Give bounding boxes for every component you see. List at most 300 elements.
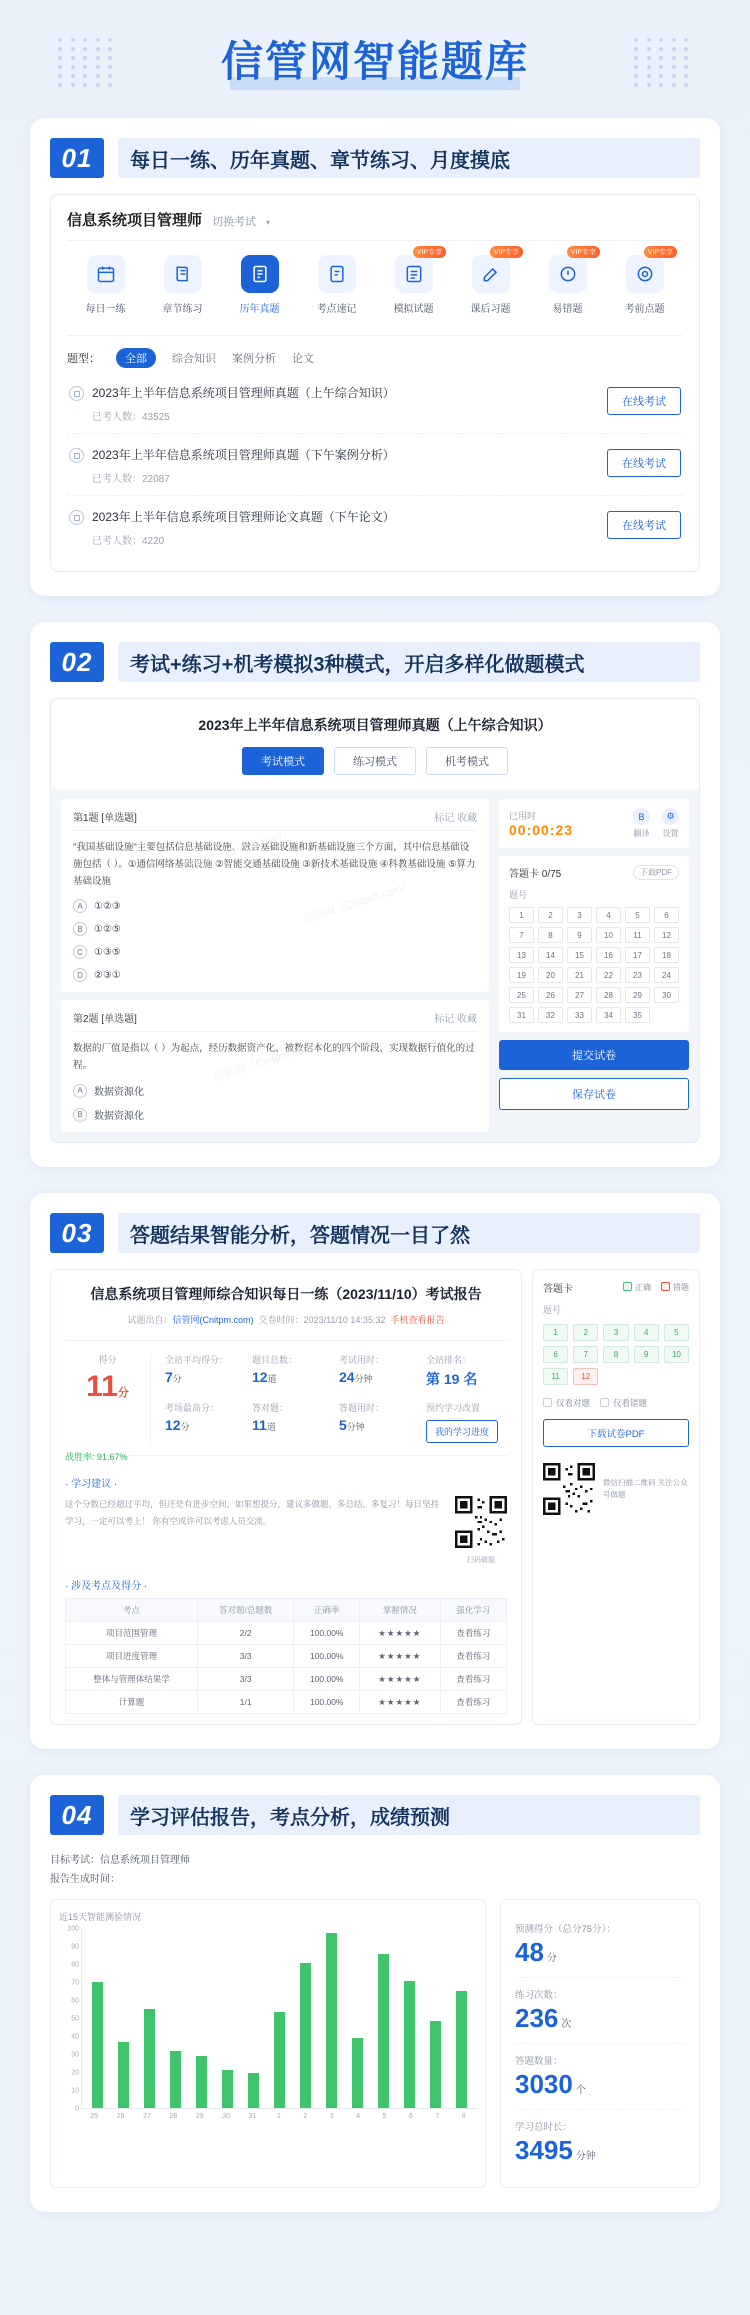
- section-01-card: [30, 118, 720, 596]
- nav-item-daily[interactable]: [67, 255, 144, 315]
- question-number-cell[interactable]: 3: [567, 907, 592, 923]
- answer-cell[interactable]: 2: [573, 1324, 598, 1341]
- watermark: 信管网（Cnitpm.com）: [182, 826, 295, 874]
- filter-comprehensive[interactable]: 综合知识: [172, 353, 216, 365]
- th-rate: 正确率: [294, 1599, 360, 1622]
- cell-rate: 100.00%: [294, 1645, 360, 1668]
- timer: [509, 809, 573, 838]
- question-number-cell[interactable]: 19: [509, 967, 534, 983]
- chart-bar: [118, 2042, 129, 2109]
- option-d[interactable]: [73, 968, 477, 982]
- question-number-cell[interactable]: 6: [654, 907, 679, 923]
- timer-label: 已用时: [509, 811, 537, 821]
- section-02-title-bar: [118, 642, 700, 682]
- nav-label: 章节练习: [162, 304, 203, 315]
- y-tick-label: 40: [71, 2033, 79, 2041]
- option-text: 数据资源化: [94, 1087, 144, 1099]
- settings-button[interactable]: [662, 808, 679, 839]
- report-meta: [65, 1313, 507, 1326]
- question-number-cell[interactable]: 13: [509, 947, 534, 963]
- question-number-cell[interactable]: 14: [538, 947, 563, 963]
- advice-block: [65, 1496, 507, 1565]
- option-text: ①②③: [94, 900, 121, 912]
- list-item[interactable]: [67, 496, 683, 557]
- question-number-cell[interactable]: 16: [596, 947, 621, 963]
- kpi-unit: 个: [575, 2085, 586, 2097]
- radio-icon[interactable]: B: [73, 922, 87, 936]
- paper-meta: 已考人数：22087: [92, 474, 170, 485]
- nav-label: 课后习题: [470, 304, 511, 315]
- note-icon: [318, 255, 356, 293]
- wechat-qr-icon: [543, 1463, 595, 1515]
- timer-tools: [633, 808, 679, 839]
- section-04-title-bar: [118, 1795, 700, 1835]
- cell-point: 项目进度管理: [66, 1645, 198, 1668]
- answer-sheet-title: 答题卡 0/75: [509, 869, 562, 880]
- kpi-unit: 分: [546, 1953, 557, 1965]
- submit-paper-button[interactable]: 提交试卷: [499, 1040, 689, 1070]
- question-number-cell[interactable]: 29: [625, 987, 650, 1003]
- x-tick-label: 5: [382, 2113, 387, 2121]
- score-label: 得分: [98, 1355, 117, 1366]
- stat-answer-time: [333, 1401, 420, 1443]
- y-tick-label: 30: [71, 2051, 79, 2059]
- list-item[interactable]: [67, 434, 683, 496]
- section-02-number: 02: [50, 642, 104, 682]
- chart-bar: [326, 1933, 337, 2108]
- question-number-cell[interactable]: 11: [625, 927, 650, 943]
- paper-icon: [69, 448, 84, 463]
- only-correct-label: 仅看对题: [556, 1398, 591, 1409]
- filter-all[interactable]: 全部: [116, 348, 156, 368]
- radio-icon[interactable]: C: [73, 945, 87, 959]
- qr-code-icon: [455, 1496, 507, 1548]
- category-nav: [67, 241, 683, 321]
- kpi-question-count: [515, 2044, 685, 2110]
- section-03-header: [50, 1213, 700, 1253]
- online-exam-button[interactable]: 在线考试: [607, 387, 681, 415]
- stat-value: 5: [339, 1417, 347, 1434]
- mode-tabs: [51, 747, 699, 789]
- page-header: [0, 0, 750, 118]
- question-number-cell[interactable]: 22: [596, 967, 621, 983]
- question-number-cell[interactable]: 21: [567, 967, 592, 983]
- question-number-cell[interactable]: 12: [654, 927, 679, 943]
- nav-item-homework[interactable]: [452, 249, 529, 315]
- question-number-cell[interactable]: 34: [596, 1007, 621, 1023]
- chart-panel: [50, 1899, 486, 2188]
- question-number-cell[interactable]: 28: [596, 987, 621, 1003]
- stat-value: 12: [252, 1369, 268, 1386]
- x-tick-label: 4: [356, 2113, 361, 2121]
- bar-chart: [59, 1925, 477, 2113]
- eval-body: [50, 1899, 700, 2188]
- option-c[interactable]: [73, 945, 477, 959]
- answer-cell[interactable]: 5: [664, 1324, 689, 1341]
- cell-practice-link[interactable]: 查看练习: [440, 1645, 506, 1668]
- answer-cell[interactable]: 3: [603, 1324, 628, 1341]
- filter-case[interactable]: 案例分析: [232, 353, 276, 365]
- nav-label: 模拟试题: [393, 304, 434, 315]
- nav-item-chapter[interactable]: [144, 255, 221, 315]
- stat-value: 7: [165, 1369, 173, 1386]
- cell-rate: 100.00%: [294, 1622, 360, 1645]
- option-a[interactable]: [73, 899, 477, 913]
- option-text: 数据资源化: [94, 1111, 144, 1123]
- save-paper-button[interactable]: 保存试卷: [499, 1078, 689, 1110]
- tab-practice-mode[interactable]: 练习模式: [334, 747, 416, 775]
- stat-unit: 分钟: [354, 1374, 373, 1385]
- question-number-cell[interactable]: 23: [625, 967, 650, 983]
- question-number-cell[interactable]: 17: [625, 947, 650, 963]
- exam-preview: [50, 698, 700, 1143]
- stat-unit: 分钟: [346, 1422, 365, 1433]
- x-tick-label: 25: [90, 2113, 99, 2121]
- stat-unit: 分: [172, 1374, 182, 1385]
- stat-label: 题目总数：: [252, 1355, 298, 1366]
- question-number-cell[interactable]: 30: [654, 987, 679, 1003]
- x-tick-label: 31: [248, 2113, 257, 2121]
- table-row: [66, 1691, 507, 1714]
- legend-correct-label: 正确: [635, 1283, 651, 1293]
- question-number-cell[interactable]: 33: [567, 1007, 592, 1023]
- y-tick-label: 50: [71, 2015, 79, 2023]
- stat-exam-time: [333, 1353, 420, 1389]
- filter-essay[interactable]: 论文: [292, 353, 314, 365]
- legend-wrong: [661, 1282, 689, 1293]
- score-value: [65, 1370, 150, 1404]
- stat-value: 11: [252, 1417, 267, 1434]
- cell-mastery: ★★★★★: [360, 1668, 440, 1691]
- tab-exam-mode[interactable]: 考试模式: [242, 747, 324, 775]
- kpi-panel: [500, 1899, 700, 2188]
- question-number-cell[interactable]: 24: [654, 967, 679, 983]
- chart-bar: [274, 2012, 285, 2108]
- nav-item-keypoints[interactable]: [298, 255, 375, 315]
- chart-bar: [196, 2056, 207, 2109]
- chart-bar: [430, 2021, 441, 2109]
- paper-icon: [69, 510, 84, 525]
- panel-header: [67, 209, 683, 241]
- report-source-site[interactable]: 信管网(Cnitpm.com): [172, 1315, 254, 1326]
- table-row: [66, 1645, 507, 1668]
- x-tick-label: 7: [435, 2113, 440, 2121]
- paper-meta: 已考人数：43525: [92, 412, 170, 423]
- nav-label: 历年真题: [239, 304, 280, 315]
- question-number-cell[interactable]: 26: [538, 987, 563, 1003]
- cell-rate: 100.00%: [294, 1691, 360, 1714]
- stat-grid: [159, 1353, 507, 1443]
- answer-cell[interactable]: 7: [573, 1346, 598, 1363]
- download-paper-pdf-button[interactable]: 下载试卷PDF: [543, 1419, 689, 1447]
- timer-value: 00:00:23: [509, 822, 574, 838]
- chart-bar: [378, 1954, 389, 2108]
- question-number-cell[interactable]: 8: [538, 927, 563, 943]
- nav-label: 考前点题: [624, 304, 665, 315]
- chevron-down-icon[interactable]: ▾: [266, 218, 271, 227]
- y-tick-label: 100: [67, 1925, 79, 1933]
- report-source-label: 试题出自：: [127, 1315, 173, 1326]
- section-01-title: 每日一练、历年真题、章节练习、月度摸底: [130, 149, 510, 172]
- question-number-cell[interactable]: 4: [596, 907, 621, 923]
- stat-label: 全站平均得分：: [165, 1355, 229, 1366]
- y-tick-label: 60: [71, 1997, 79, 2005]
- nav-item-past-papers[interactable]: [221, 255, 298, 315]
- question-tools[interactable]: 标记 收藏: [434, 813, 477, 824]
- question-number-cell[interactable]: 35: [625, 1007, 650, 1023]
- paper-meta: 已考人数：4220: [92, 536, 165, 547]
- question-number-cell[interactable]: 25: [509, 987, 534, 1003]
- stat-correct: [246, 1401, 333, 1443]
- my-progress-button[interactable]: 我的学习进度: [426, 1420, 498, 1443]
- nav-item-mock[interactable]: [375, 249, 452, 315]
- legend-correct: [623, 1282, 651, 1293]
- vip-badge: VIP专享: [413, 246, 446, 258]
- option-text: ①②⑤: [94, 923, 121, 935]
- cell-correct: 2/2: [198, 1622, 294, 1645]
- answer-card-title: 答题卡: [543, 1284, 573, 1296]
- question-number-cell[interactable]: 20: [538, 967, 563, 983]
- vip-badge: VIP专享: [490, 246, 523, 258]
- stat-label: 答对题：: [252, 1403, 289, 1414]
- th-point: 考点: [66, 1599, 198, 1622]
- answer-cell[interactable]: 10: [664, 1346, 689, 1363]
- question-stem: 数据的厂值是指以（ ）为起点，经历数据资产化、被数据本化的四个阶段，实现数据行值化的过程。: [73, 1043, 475, 1072]
- score-number: 11: [86, 1370, 118, 1404]
- y-tick-label: 20: [71, 2069, 79, 2077]
- x-tick-label: 2: [303, 2113, 308, 2121]
- y-axis: [59, 1925, 81, 2113]
- chart-bar: [300, 1963, 311, 2108]
- stat-avg: [159, 1353, 246, 1389]
- nav-label: 每日一练: [85, 304, 126, 315]
- option-text: ①③⑤: [94, 946, 121, 958]
- x-tick-label: 26: [116, 2113, 125, 2121]
- question-number-grid: [509, 907, 679, 1023]
- online-exam-button[interactable]: 在线考试: [607, 511, 681, 539]
- kpi-unit: 分钟: [575, 2151, 596, 2163]
- checkbox-only-wrong[interactable]: [600, 1397, 647, 1409]
- nav-label: 考点速记: [316, 304, 357, 315]
- online-exam-button[interactable]: 在线考试: [607, 449, 681, 477]
- legend-wrong-label: 错题: [673, 1283, 689, 1293]
- knowledge-title: · 涉及考点及得分 ·: [65, 1581, 148, 1593]
- exam-sidebar: [499, 799, 689, 1132]
- translate-icon: B: [633, 808, 650, 825]
- chart-title: 近15天智能测验情况: [59, 1912, 142, 1923]
- stat-label: 答题用时：: [339, 1403, 385, 1414]
- x-tick-label: 27: [143, 2113, 151, 2121]
- stat-highest: [159, 1401, 246, 1443]
- stat-label: 预约学习改置: [426, 1403, 481, 1414]
- option-b[interactable]: [73, 922, 477, 936]
- wechat-text: 微信扫描二维码 关注公众号做题: [603, 1477, 688, 1500]
- cell-practice-link[interactable]: 查看练习: [440, 1691, 506, 1714]
- exam-paper-title: 2023年上半年信息系统项目管理师真题（上午综合知识）: [198, 717, 552, 733]
- download-pdf-button[interactable]: 下载PDF: [633, 865, 679, 880]
- kpi-label: 预测得分（总分75分）：: [515, 1924, 616, 1936]
- decor-dots-right: [634, 38, 692, 80]
- section-04-header: [50, 1795, 700, 1835]
- x-tick-label: 8: [461, 2113, 466, 2121]
- eval-target-exam: 目标考试：信息系统项目管理师: [50, 1855, 190, 1867]
- y-tick-label: 90: [71, 1943, 79, 1951]
- question-number-cell[interactable]: 1: [509, 907, 534, 923]
- chart-bar: [456, 1991, 467, 2108]
- section-02-card: [30, 622, 720, 1167]
- nav-item-wrong[interactable]: [529, 249, 606, 315]
- kpi-practice-count: [515, 1978, 685, 2044]
- question-number-cell[interactable]: 32: [538, 1007, 563, 1023]
- paper-icon: [69, 386, 84, 401]
- section-03-title: 答题结果智能分析，答题情况一目了然: [130, 1224, 470, 1247]
- cell-point: 项目范围管理: [66, 1622, 198, 1645]
- question-tools[interactable]: 标记 收藏: [434, 1014, 477, 1026]
- y-tick-label: 70: [71, 1979, 79, 1987]
- warn-icon: [549, 255, 587, 293]
- score-box: [65, 1353, 151, 1443]
- test-icon: [395, 255, 433, 293]
- exam-body: [51, 789, 699, 1142]
- cell-practice-link[interactable]: 查看练习: [440, 1668, 506, 1691]
- question-type-filters: [67, 335, 683, 368]
- answer-sheet-panel: [499, 856, 689, 1032]
- translate-button[interactable]: [633, 808, 650, 839]
- vip-badge: VIP专享: [644, 246, 677, 258]
- report-wrapper: [50, 1269, 700, 1725]
- target-icon: [626, 255, 664, 293]
- cell-practice-link[interactable]: 查看练习: [440, 1622, 506, 1645]
- answer-cell[interactable]: 4: [634, 1324, 659, 1341]
- cell-correct: 3/3: [198, 1645, 294, 1668]
- report-main: [50, 1269, 522, 1725]
- tab-machine-mode[interactable]: 机考模式: [426, 747, 508, 775]
- vip-badge: VIP专享: [567, 246, 600, 258]
- cell-rate: 100.00%: [294, 1668, 360, 1691]
- answer-cell-wrong[interactable]: 12: [573, 1368, 598, 1385]
- exam-name: 信息系统项目管理师: [67, 212, 203, 229]
- calendar-icon: [87, 255, 125, 293]
- kpi-label: 学习总时长：: [515, 2122, 573, 2134]
- th-mastery: 掌握情况: [360, 1599, 440, 1622]
- question-stem: "我国基础设施"主要包括信息基础设施、融合基础设施和新基础设施三个方面，其中信息基础设施包括（ ）。①通信网络基础设施 ②智能交通基础设施 ③新技术基础设施 ④科教基础设施 ⑤算力基础设施: [73, 842, 476, 888]
- mobile-report-link[interactable]: 手机查看报告: [390, 1315, 445, 1326]
- nav-item-pre-exam[interactable]: [606, 249, 683, 315]
- section-01-title-bar: [118, 138, 700, 178]
- x-axis: [59, 2113, 477, 2120]
- y-tick-label: 10: [71, 2087, 79, 2095]
- question-number-cell[interactable]: 7: [509, 927, 534, 943]
- question-bank-panel: [50, 194, 700, 572]
- watermark: 信管网（Cnitpm.com）: [302, 879, 415, 927]
- y-tick-label: 0: [75, 2105, 79, 2113]
- filter-key-label: 题型：: [67, 353, 100, 365]
- answer-sheet-header: [509, 865, 679, 880]
- answer-cell[interactable]: 6: [543, 1346, 568, 1363]
- cell-correct: 1/1: [198, 1691, 294, 1714]
- paper-title: 2023年上半年信息系统项目管理师真题（下午案例分析）: [92, 448, 395, 462]
- advice-text: 这个分数已经超过平均，但还是有进步空间，如果想提分，建议多做题，多总结，多复习！每日坚持学习，一定可以考上！ 你有空或许可以考虑人员交流。: [65, 1499, 440, 1526]
- score-unit: 分: [117, 1387, 129, 1400]
- option-text: ②③①: [94, 969, 121, 981]
- win-rate: 战胜率: 91.67%: [65, 1452, 128, 1463]
- list-item[interactable]: [67, 372, 683, 434]
- answer-cell[interactable]: 1: [543, 1324, 568, 1341]
- answer-cell[interactable]: 11: [543, 1368, 568, 1385]
- section-02-title: 考试+练习+机考模拟3种模式，开启多样化做题模式: [130, 653, 585, 676]
- question-number-cell[interactable]: 31: [509, 1007, 534, 1023]
- question-number-cell[interactable]: 2: [538, 907, 563, 923]
- question-number-cell[interactable]: 9: [567, 927, 592, 943]
- option-b[interactable]: [73, 1107, 477, 1122]
- answer-cell[interactable]: 8: [603, 1346, 628, 1363]
- gear-icon: ⚙: [662, 808, 679, 825]
- chart-bar: [248, 2073, 259, 2108]
- page-title: 信管网智能题库: [220, 38, 529, 85]
- section-04-number: 04: [50, 1795, 104, 1835]
- paper-icon: [241, 255, 279, 293]
- advice-title: · 学习建议 ·: [65, 1479, 118, 1491]
- paper-title: 2023年上半年信息系统项目管理师真题（上午综合知识）: [92, 386, 395, 400]
- kpi-value: 3495: [515, 2135, 573, 2166]
- stat-value: 24: [339, 1369, 355, 1386]
- question-number: 第2题 [单选题]: [73, 1014, 137, 1026]
- switch-exam-link[interactable]: 切换考试: [212, 216, 257, 228]
- chart-bar: [170, 2051, 181, 2109]
- section-01-number: 01: [50, 138, 104, 178]
- y-tick-label: 80: [71, 1961, 79, 1969]
- stat-value: 第 19 名: [426, 1371, 478, 1388]
- wechat-block: [543, 1463, 689, 1515]
- x-tick-label: 6: [408, 2113, 413, 2121]
- stat-label: 考试用时：: [339, 1355, 385, 1366]
- question-number: 第1题 [单选题]: [73, 813, 137, 824]
- question-number-cell[interactable]: 18: [654, 947, 679, 963]
- question-header: [73, 809, 477, 831]
- answer-sheet-subtitle: 题号: [509, 890, 528, 900]
- timer-panel: [499, 799, 689, 848]
- radio-icon[interactable]: A: [73, 899, 87, 913]
- question-number-cell[interactable]: 5: [625, 907, 650, 923]
- answer-cell[interactable]: 9: [634, 1346, 659, 1363]
- section-01-header: [50, 138, 700, 178]
- question-number-cell[interactable]: 10: [596, 927, 621, 943]
- question-number-cell[interactable]: 15: [567, 947, 592, 963]
- score-summary: [65, 1340, 507, 1456]
- section-04-title: 学习评估报告，考点分析，成绩预测: [130, 1806, 450, 1829]
- radio-icon[interactable]: A: [73, 1084, 87, 1098]
- answer-card-subtitle: 题号: [543, 1305, 562, 1316]
- knowledge-table: [65, 1598, 507, 1714]
- question-card-2: [61, 1000, 489, 1132]
- paper-title: 2023年上半年信息系统项目管理师论文真题（下午论文）: [92, 510, 395, 524]
- kpi-predicted-score: [515, 1912, 685, 1978]
- kpi-value: 236: [515, 2003, 559, 2034]
- radio-icon[interactable]: B: [73, 1108, 87, 1122]
- plot-area: [81, 1929, 477, 2109]
- radio-icon[interactable]: D: [73, 968, 87, 982]
- checkbox-only-correct[interactable]: [543, 1397, 590, 1409]
- nav-label: 易错题: [552, 304, 583, 315]
- answer-filters: [543, 1397, 689, 1409]
- th-practice: 强化学习: [440, 1599, 506, 1622]
- settings-label: 设置: [662, 829, 679, 838]
- kpi-unit: 次: [561, 2019, 572, 2031]
- option-a[interactable]: [73, 1083, 477, 1098]
- question-number-cell[interactable]: 27: [567, 987, 592, 1003]
- eval-report-time: 报告生成时间：: [50, 1874, 120, 1886]
- stat-learning-plan: [420, 1401, 507, 1443]
